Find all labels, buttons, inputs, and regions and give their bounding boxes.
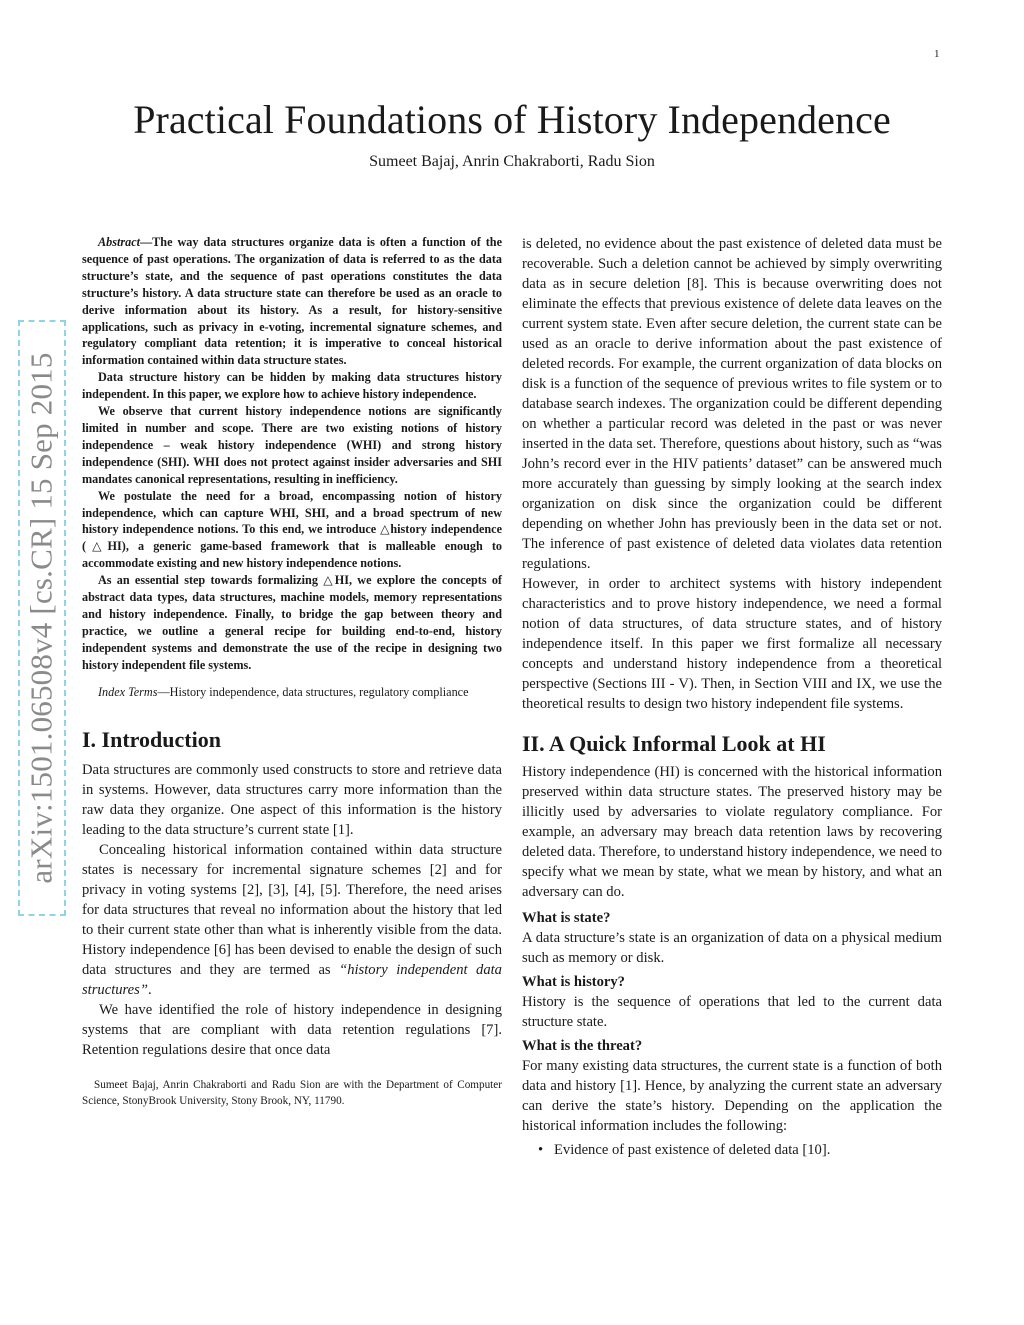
abstract-text: —The way data structures organize data is often a function of the sequence of past operations. The organization of data is referred to as the data structure’s state, and the sequence of past operations constitutes the data structure’s history. A data structure state can therefore be used as an oracle to derive information about its history. As a result, for history-sensitive applications, such as privacy in e-voting, incremental signature schemes, and regulatory compliant data retention; it is imperative to conceal historical information contained within data structure states.	[82, 235, 502, 368]
index-terms-label: Index Terms	[98, 684, 158, 699]
body-paragraph: is deleted, no evidence about the past existence of deleted data must be recoverable. Such a deletion cannot be achieved by simply overwriting data as in secure deletion [8]. This is because overwriting does not eliminate the effects that previous existence of delete data leaves on the current system state. Even after secure deletion, the current state can be used as an oracle to derive information about the past existence of deleted records. For example, the current organization of data blocks on disk is a function of the sequence of previous writes to file system or to database search indexes. The organization could be different depending on whether a particular record was deleted in the past or was never inserted in the data set. Therefore, questions about history, such as “was John’s record ever in the HIV patients’ dataset” can be answered much more accurately than guessing by simply looking at the search index organization on disk since the organization could be different depending on whether John has previously been in the data set or not. The inference of past existence of deleted data violates data retention regulations.	[522, 236, 942, 572]
intro-paragraph: We have identified the role of history independence in designing systems that are compliant with data retention regulations [7]. Retention regulations desire that once data	[82, 1002, 502, 1059]
page-number: 1	[934, 48, 940, 60]
section-heading-introduction: I. Introduction	[82, 727, 221, 753]
subheading-threat: What is the threat?	[522, 1038, 643, 1054]
intro-paragraph-text: Concealing historical information contained within data structure states is necessary for incremental signature schemes [2] and for privacy in voting systems [2], [3], [4], [5]. Therefore, the need arises for data structures that reveal no information about the history that led to their current state other than what is inherently visible from the data. History independence [6] has been devised to enable the design of such data structures and they are termed as	[82, 842, 502, 979]
bullet-dot-icon: •	[538, 1142, 544, 1158]
abstract-paragraph: We observe that current history independence notions are significantly limited in number and scope. There are two existing notions of history independence – weak history independence (WHI) and strong history independence (SHI). WHI does not protect against insider adversaries and SHI mandates canonical representations, resulting in inefficiency.	[82, 404, 502, 486]
answer-state: A data structure’s state is an organization of data on a physical medium such as memory or disk.	[522, 930, 942, 966]
subheading-history: What is history?	[522, 974, 625, 990]
right-column	[522, 234, 942, 1160]
authors: Sumeet Bajaj, Anrin Chakraborti, Radu Sion	[369, 153, 655, 170]
paper-title: Practical Foundations of History Independence	[133, 97, 891, 142]
left-column	[82, 234, 502, 1109]
intro-paragraph: Data structures are commonly used constructs to store and retrieve data in systems. However, data structures carry more information than the raw data they organize. One aspect of this information is the history leading to the data structure’s current state [1].	[82, 762, 502, 839]
abstract	[82, 234, 502, 674]
arxiv-stamp-text: arXiv:1501.06508v4 [cs.CR] 15 Sep 2015	[24, 352, 59, 884]
abstract-paragraph: Data structure history can be hidden by making data structures history independent. In this paper, we explore how to achieve history independence.	[82, 370, 502, 402]
bullet-item	[522, 1140, 942, 1160]
arxiv-stamp	[18, 320, 66, 916]
index-terms-text: —History independence, data structures, regulatory compliance	[157, 684, 469, 699]
abstract-label: Abstract	[98, 235, 140, 249]
section-heading-quick-look: II. A Quick Informal Look at HI	[522, 731, 826, 756]
body-paragraph: However, in order to architect systems with history independent characteristics and to prove history independence, we need a formal notion of data structures, of data structure states, and of history independence itself. In this paper we first formalize all necessary concepts and understand history independence from a theoretical perspective (Sections III - V). Then, in Section VIII and IX, we use the theoretical results to design two history independent file systems.	[522, 576, 942, 712]
abstract-paragraph: As an essential step towards formalizing △HI, we explore the concepts of abstract data types, data structures, machine models, memory representations and history independence. Finally, to bridge the gap between theory and practice, we outline a general recipe for building end-to-end, history independent systems and demonstrate the use of the recipe in designing two history independent file systems.	[82, 573, 502, 672]
answer-threat: For many existing data structures, the current state is a function of both data and history [1]. Hence, by analyzing the current state an adversary can derive the state’s history. Depending on the application the historical information includes the following:	[522, 1058, 942, 1134]
intro-paragraph	[82, 840, 502, 1000]
intro-italic-term: “history independent data structures”	[82, 962, 502, 999]
answer-history: History is the sequence of operations that led to the current data structure state.	[522, 994, 942, 1030]
intro-paragraph-end: .	[147, 982, 152, 999]
abstract-paragraph: We postulate the need for a broad, encompassing notion of history independence, which can capture WHI, SHI, and a broad spectrum of new history independence notions. To this end, we introduce △history independence (△HI), a generic game-based framework that is malleable enough to accommodate existing and new history independence notions.	[82, 488, 502, 571]
subheading-state: What is state?	[522, 910, 611, 926]
author-footnote: Sumeet Bajaj, Anrin Chakraborti and Radu Sion are with the Department of Computer Science, StonyBrook University, Stony Brook, NY, 11790.	[82, 1079, 502, 1107]
abstract-paragraph	[82, 234, 502, 369]
section2-intro: History independence (HI) is concerned with the historical information preserved within data structure states. The preserved history may be illicitly used by adversaries to violate regulatory compliance. For example, an adversary may breach data retention laws by recovering deleted data. Therefore, to understand history independence, we need to specify what we mean by state, what we mean by history, and what an adversary can do.	[522, 764, 942, 900]
index-terms	[82, 684, 502, 701]
bullet-text: Evidence of past existence of deleted data [10].	[554, 1142, 831, 1158]
